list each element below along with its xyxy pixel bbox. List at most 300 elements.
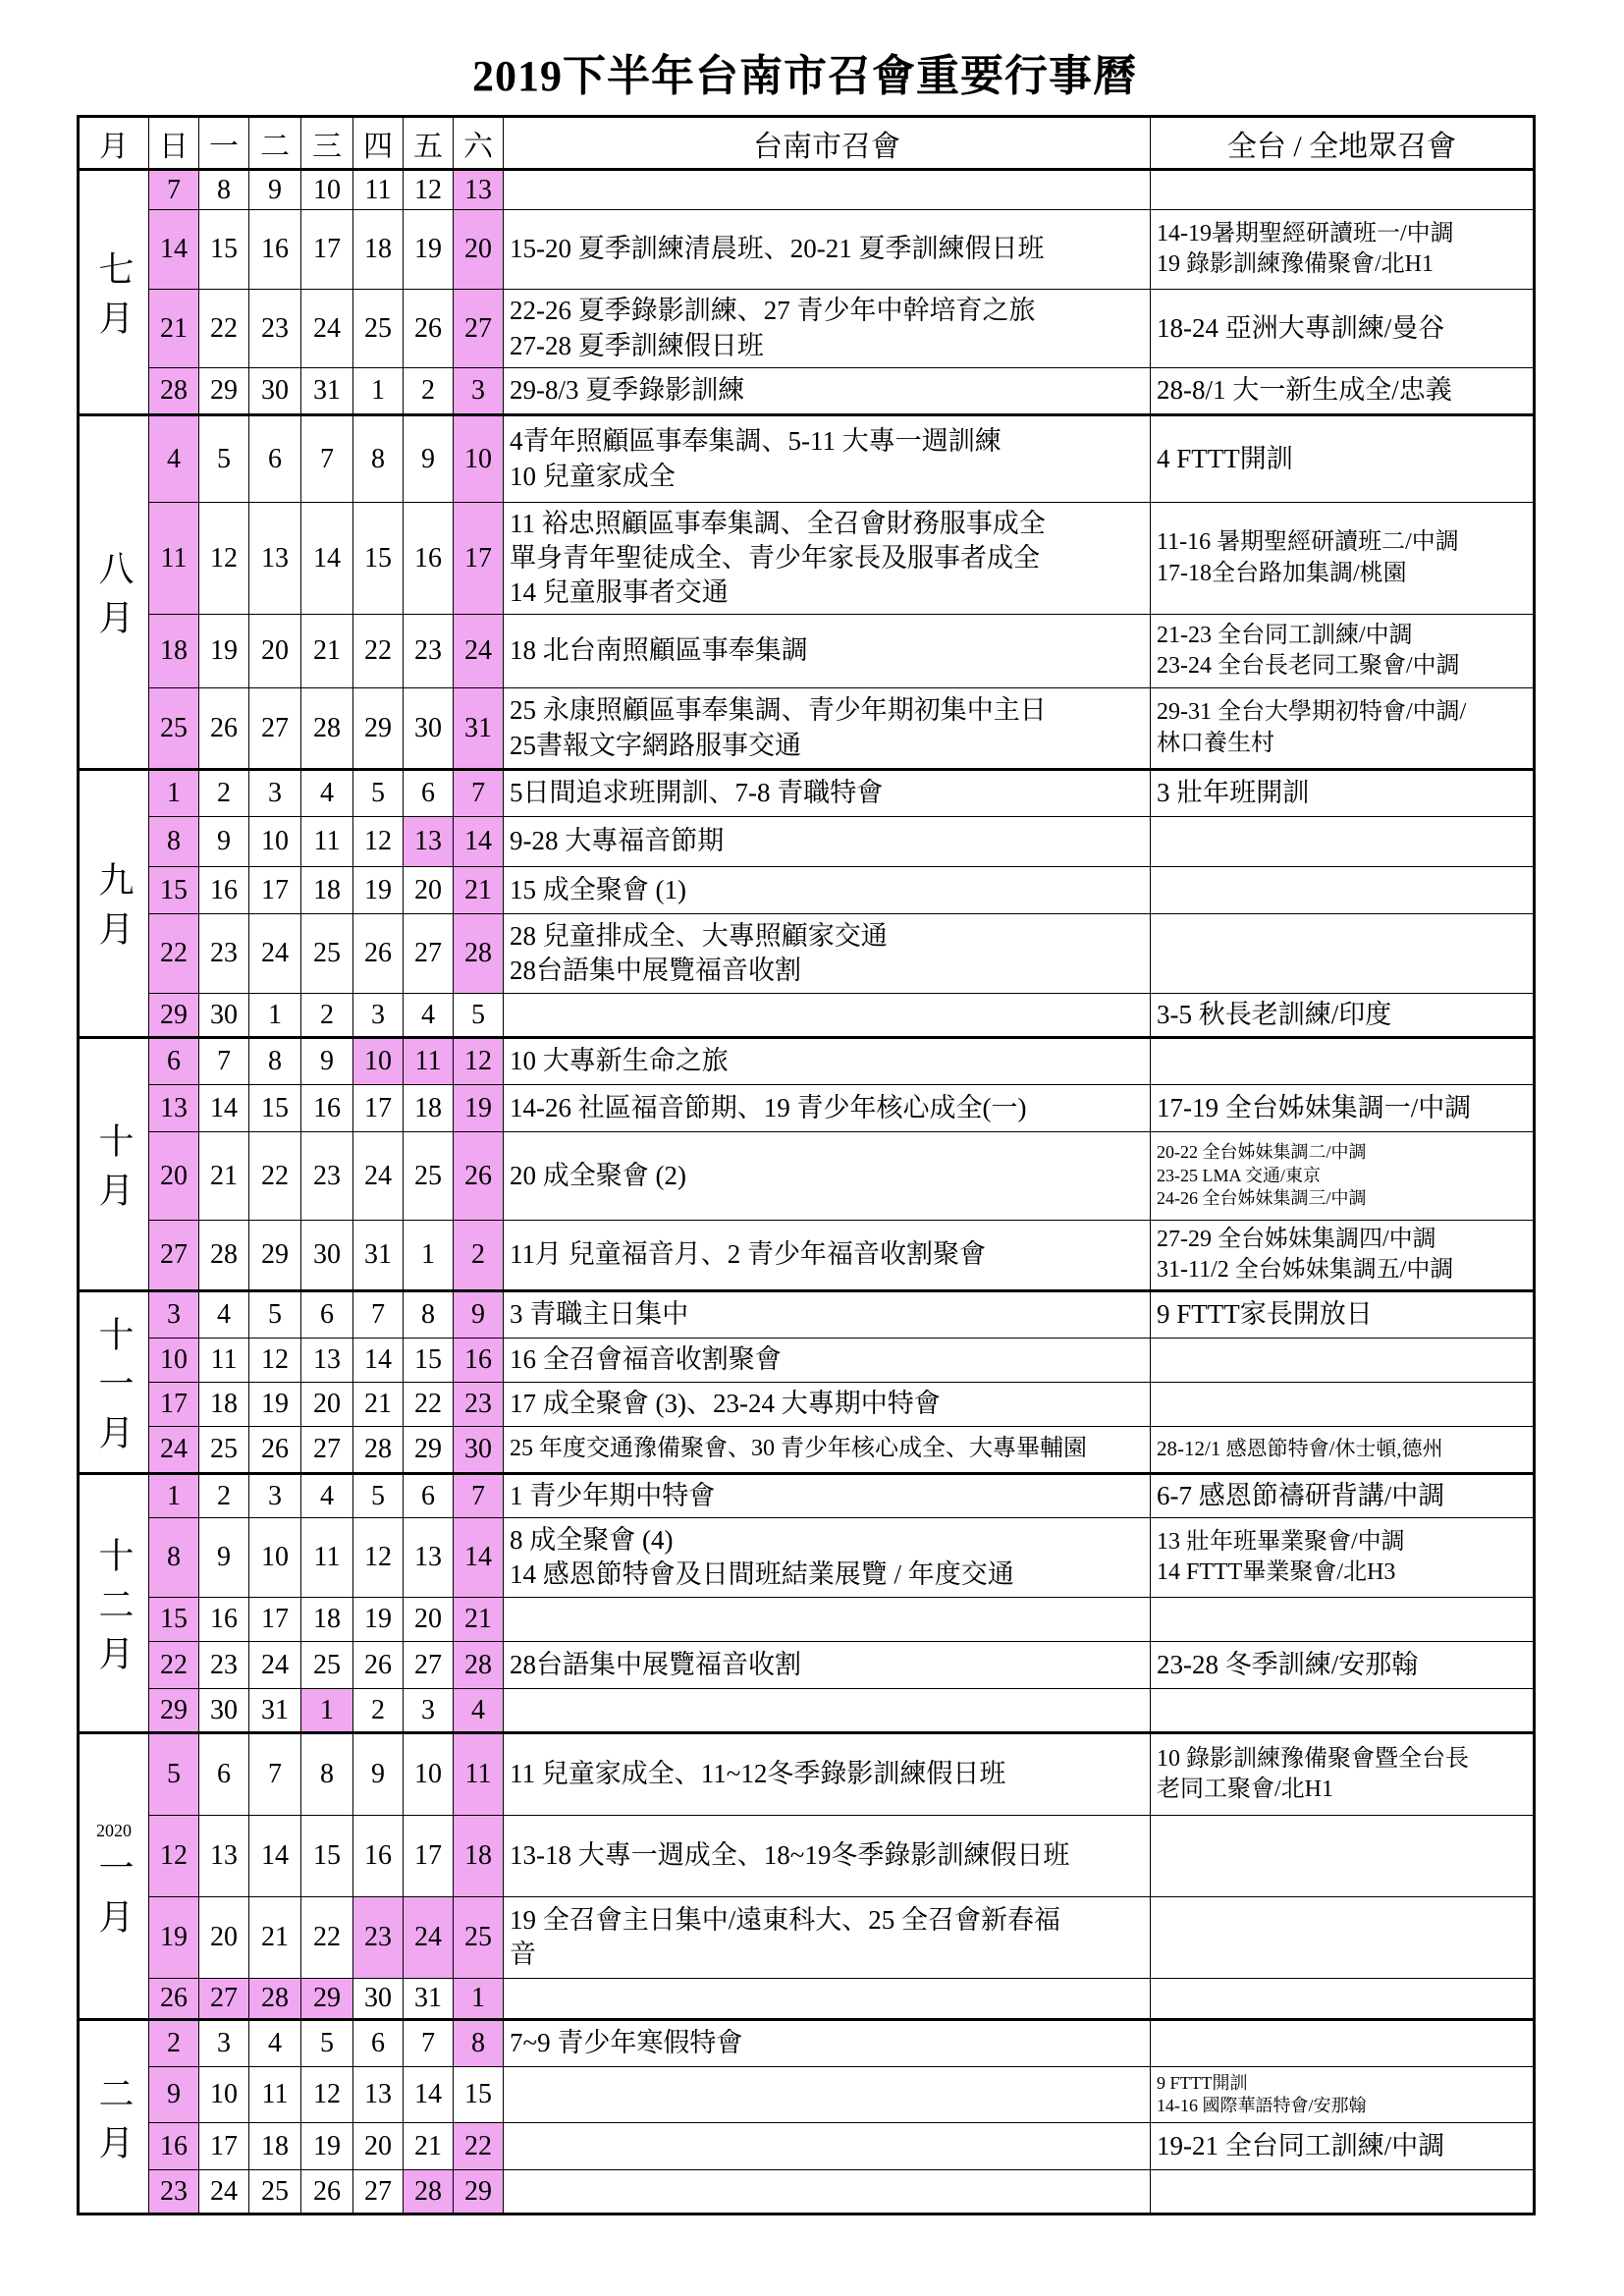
- taiwan-events-cell: [1151, 770, 1535, 817]
- taiwan-events-cell: [1151, 867, 1535, 914]
- taiwan-events-cell: [1151, 2020, 1535, 2067]
- tainan-events-cell: [504, 688, 1151, 770]
- tainan-events-cell: [504, 2067, 1151, 2123]
- taiwan-events-cell: [1151, 1518, 1535, 1598]
- taiwan-events-cell: [1151, 1897, 1535, 1979]
- event-line: 10 兒童家成全: [510, 461, 676, 491]
- holiday-date-cell-sun: 21: [149, 290, 199, 368]
- page-title: 2019下半年台南市召會重要行事曆: [472, 52, 1137, 100]
- tainan-events-cell: [504, 1132, 1151, 1221]
- holiday-date-cell-sun: 12: [149, 1816, 199, 1897]
- date-cell-fri: 26: [404, 290, 454, 368]
- holiday-date-cell-wed: 1: [301, 1689, 353, 1733]
- date-cell-fri: 30: [404, 688, 454, 770]
- taiwan-events-cell: [1151, 368, 1535, 415]
- date-cell-wed: 11: [301, 1518, 353, 1598]
- tainan-events-cell: [504, 1339, 1151, 1383]
- date-cell-wed: 2: [301, 994, 353, 1038]
- date-cell-thu: 14: [353, 1339, 404, 1383]
- date-cell-mon: 16: [199, 1598, 249, 1642]
- event-line: 音: [510, 1940, 536, 1969]
- event-line: 3 青職主日集中: [510, 1299, 689, 1330]
- holiday-date-cell-sat: 14: [454, 817, 504, 867]
- event-line: 17 成全聚會 (3)、23-24 大專期中特會: [510, 1389, 941, 1419]
- date-cell-tue: 14: [249, 1816, 301, 1897]
- date-cell-wed: 13: [301, 1339, 353, 1383]
- taiwan-events-cell: [1151, 2067, 1535, 2123]
- tainan-events-cell: [504, 1816, 1151, 1897]
- taiwan-events-cell: [1151, 503, 1535, 615]
- holiday-date-cell-sat: 9: [454, 1291, 504, 1339]
- date-cell-tue: 29: [249, 1221, 301, 1291]
- week-row: [79, 1085, 1535, 1132]
- week-row: [79, 1518, 1535, 1598]
- taiwan-events-cell: [1151, 615, 1535, 688]
- week-row: [79, 1221, 1535, 1291]
- taiwan-events-cell: [1151, 688, 1535, 770]
- month-block: [80, 1536, 148, 1684]
- holiday-date-cell-sat: 21: [454, 867, 504, 914]
- event-line: 17-18全台路加集調/桃園: [1157, 560, 1407, 586]
- month-block: [80, 861, 148, 959]
- week-row: [79, 1132, 1535, 1221]
- month-cell: [79, 170, 149, 415]
- tainan-events-cell: [504, 2170, 1151, 2214]
- date-cell-thu: 15: [353, 503, 404, 615]
- date-cell-mon: 19: [199, 615, 249, 688]
- week-row: [79, 1339, 1535, 1383]
- date-cell-mon: 20: [199, 1897, 249, 1979]
- taiwan-events-cell: [1151, 2170, 1535, 2214]
- taiwan-events-cell: [1151, 1132, 1535, 1221]
- event-line: 15 成全聚會 (1): [510, 874, 686, 904]
- week-row: [79, 2067, 1535, 2123]
- taiwan-events-cell: [1151, 1642, 1535, 1689]
- month-cell: [79, 2020, 149, 2214]
- holiday-date-cell-sat: 29: [454, 2170, 504, 2214]
- date-cell-thu: 29: [353, 688, 404, 770]
- holiday-date-cell-sun: 11: [149, 503, 199, 615]
- date-cell-tue: 30: [249, 368, 301, 415]
- holiday-date-cell-fri: 13: [404, 817, 454, 867]
- event-line: 23-28 冬季訓練/安那翰: [1157, 1649, 1419, 1679]
- date-cell-thu: 6: [353, 2020, 404, 2067]
- holiday-date-cell-sun: 28: [149, 368, 199, 415]
- tainan-events-cell: [504, 2020, 1151, 2067]
- taiwan-events-cell: [1151, 1689, 1535, 1733]
- event-line: 29-8/3 夏季錄影訓練: [510, 375, 745, 406]
- holiday-date-cell-sun: 8: [149, 1518, 199, 1598]
- tainan-events-cell: [504, 2123, 1151, 2170]
- date-cell-thu: 8: [353, 415, 404, 503]
- date-cell-mon: 2: [199, 1474, 249, 1518]
- date-cell-sat: 15: [454, 2067, 504, 2123]
- date-cell-thu: 22: [353, 615, 404, 688]
- header-taiwan: 全台 / 全地眾召會: [1151, 117, 1535, 170]
- date-cell-wed: 30: [301, 1221, 353, 1291]
- date-cell-fri: 23: [404, 615, 454, 688]
- date-cell-thu: 7: [353, 1291, 404, 1339]
- tainan-events-cell: [504, 1038, 1151, 1085]
- holiday-date-cell-sun: 10: [149, 1339, 199, 1383]
- date-cell-fri: 22: [404, 1383, 454, 1427]
- week-row: [79, 994, 1535, 1038]
- date-cell-tue: 1: [249, 994, 301, 1038]
- date-cell-mon: 26: [199, 688, 249, 770]
- holiday-date-cell-sun: 29: [149, 1689, 199, 1733]
- holiday-date-cell-sat: 8: [454, 2020, 504, 2067]
- event-line: 10 大專新生命之旅: [510, 1046, 729, 1076]
- holiday-date-cell-sat: 31: [454, 688, 504, 770]
- header-day-thu: 四: [353, 117, 404, 170]
- holiday-date-cell-sun: 25: [149, 688, 199, 770]
- date-cell-wed: 28: [301, 688, 353, 770]
- tainan-events-cell: [504, 290, 1151, 368]
- date-cell-mon: 16: [199, 867, 249, 914]
- taiwan-events-cell: [1151, 817, 1535, 867]
- event-line: 28-12/1 感恩節特會/休士頓,德州: [1157, 1437, 1443, 1461]
- date-cell-fri: 21: [404, 2123, 454, 2170]
- header-day-tue: 二: [249, 117, 301, 170]
- holiday-date-cell-sat: 13: [454, 170, 504, 210]
- month-block: [80, 1315, 148, 1463]
- date-cell-fri: 20: [404, 867, 454, 914]
- event-line: 25書報文字網路服事交通: [510, 730, 801, 760]
- holiday-date-cell-sat: 1: [454, 1979, 504, 2020]
- event-line: 27-29 全台姊妹集調四/中調: [1157, 1226, 1436, 1252]
- event-line: 23-25 LMA 交通/東京: [1157, 1165, 1322, 1185]
- holiday-date-cell-sun: 16: [149, 2123, 199, 2170]
- date-cell-mon: 8: [199, 170, 249, 210]
- taiwan-events-cell: [1151, 290, 1535, 368]
- week-row: [79, 1598, 1535, 1642]
- date-cell-wed: 7: [301, 415, 353, 503]
- date-cell-tue: 15: [249, 1085, 301, 1132]
- taiwan-events-cell: [1151, 1038, 1535, 1085]
- date-cell-tue: 25: [249, 2170, 301, 2214]
- week-row: [79, 1383, 1535, 1427]
- holiday-date-cell-sun: 1: [149, 1474, 199, 1518]
- date-cell-tue: 27: [249, 688, 301, 770]
- calendar-body: [79, 170, 1535, 2214]
- holiday-date-cell-sun: 17: [149, 1383, 199, 1427]
- date-cell-tue: 24: [249, 1642, 301, 1689]
- holiday-date-cell-fri: 28: [404, 2170, 454, 2214]
- date-cell-thu: 28: [353, 1427, 404, 1474]
- date-cell-wed: 18: [301, 867, 353, 914]
- date-cell-wed: 24: [301, 290, 353, 368]
- date-cell-mon: 9: [199, 817, 249, 867]
- tainan-events-cell: [504, 1474, 1151, 1518]
- holiday-date-cell-sat: 27: [454, 290, 504, 368]
- holiday-date-cell-sun: 19: [149, 1897, 199, 1979]
- date-cell-tue: 4: [249, 2020, 301, 2067]
- date-cell-wed: 4: [301, 1474, 353, 1518]
- date-cell-tue: 31: [249, 1689, 301, 1733]
- date-cell-tue: 21: [249, 1897, 301, 1979]
- tainan-events-cell: [504, 914, 1151, 994]
- holiday-date-cell-sat: 22: [454, 2123, 504, 2170]
- tainan-events-cell: [504, 1897, 1151, 1979]
- week-row: [79, 2123, 1535, 2170]
- date-cell-mon: 23: [199, 1642, 249, 1689]
- event-line: 3-5 秋長老訓練/印度: [1157, 999, 1392, 1029]
- week-row: [79, 867, 1535, 914]
- month-block: [80, 1820, 148, 1947]
- week-row: [79, 1642, 1535, 1689]
- event-line: 28台語集中展覽福音收割: [510, 1649, 801, 1679]
- date-cell-thu: 3: [353, 994, 404, 1038]
- date-cell-thu: 30: [353, 1979, 404, 2020]
- date-cell-mon: 12: [199, 503, 249, 615]
- date-cell-mon: 21: [199, 1132, 249, 1221]
- holiday-date-cell-sun: 6: [149, 1038, 199, 1085]
- week-row: [79, 415, 1535, 503]
- date-cell-thu: 12: [353, 1518, 404, 1598]
- holiday-date-cell-sun: 22: [149, 914, 199, 994]
- date-cell-thu: 20: [353, 2123, 404, 2170]
- taiwan-events-cell: [1151, 1339, 1535, 1383]
- date-cell-wed: 10: [301, 170, 353, 210]
- tainan-events-cell: [504, 1383, 1151, 1427]
- week-row: [79, 2170, 1535, 2214]
- date-cell-mon: 29: [199, 368, 249, 415]
- date-cell-fri: 18: [404, 1085, 454, 1132]
- week-row: [79, 1689, 1535, 1733]
- event-line: 1 青少年期中特會: [510, 1480, 716, 1510]
- event-line: 4青年照顧區事奉集調、5-11 大專一週訓練: [510, 426, 1001, 457]
- week-row: [79, 1897, 1535, 1979]
- date-cell-thu: 25: [353, 290, 404, 368]
- taiwan-events-cell: [1151, 1598, 1535, 1642]
- date-cell-mon: 15: [199, 210, 249, 290]
- calendar-table: [77, 115, 1536, 2215]
- event-line: 28 兒童排成全、大專照顧家交通: [510, 920, 888, 951]
- holiday-date-cell-sun: 20: [149, 1132, 199, 1221]
- taiwan-events-cell: [1151, 1979, 1535, 2020]
- date-cell-fri: 9: [404, 415, 454, 503]
- month-label: 十月: [94, 1121, 134, 1221]
- date-cell-thu: 13: [353, 2067, 404, 2123]
- date-cell-mon: 23: [199, 914, 249, 994]
- holiday-date-cell-thu: 10: [353, 1038, 404, 1085]
- holiday-date-cell-sat: 12: [454, 1038, 504, 1085]
- event-line: 13-18 大專一週成全、18~19冬季錄影訓練假日班: [510, 1840, 1070, 1871]
- date-cell-fri: 2: [404, 368, 454, 415]
- holiday-date-cell-sun: 23: [149, 2170, 199, 2214]
- date-cell-tue: 26: [249, 1427, 301, 1474]
- date-cell-wed: 21: [301, 615, 353, 688]
- holiday-date-cell-sun: 22: [149, 1642, 199, 1689]
- date-cell-wed: 14: [301, 503, 353, 615]
- event-line: 31-11/2 全台姊妹集調五/中調: [1157, 1257, 1454, 1283]
- header-month: 月: [79, 117, 149, 170]
- tainan-events-cell: [504, 1642, 1151, 1689]
- holiday-date-cell-sat: 19: [454, 1085, 504, 1132]
- week-row: [79, 1979, 1535, 2020]
- month-label: 九月: [94, 861, 134, 959]
- event-line: 9-28 大專福音節期: [510, 826, 725, 856]
- holiday-date-cell-sun: 4: [149, 415, 199, 503]
- event-line: 14 感恩節特會及日間班結業展覽 / 年度交通: [510, 1559, 1014, 1589]
- date-cell-fri: 17: [404, 1816, 454, 1897]
- date-cell-fri: 1: [404, 1221, 454, 1291]
- month-label: 八月: [94, 550, 134, 648]
- event-line: 老同工聚會/北H1: [1157, 1777, 1333, 1802]
- month-cell: [79, 1733, 149, 2020]
- holiday-date-cell-sun: 8: [149, 817, 199, 867]
- event-line: 25 永康照顧區事奉集調、青少年期初集中主日: [510, 695, 1047, 726]
- holiday-date-cell-sat: 23: [454, 1383, 504, 1427]
- holiday-date-cell-sat: 28: [454, 1642, 504, 1689]
- event-line: 4 FTTT開訓: [1157, 443, 1293, 473]
- date-cell-mon: 18: [199, 1383, 249, 1427]
- date-cell-fri: 16: [404, 503, 454, 615]
- date-cell-thu: 26: [353, 1642, 404, 1689]
- holiday-date-cell-sat: 17: [454, 503, 504, 615]
- date-cell-tue: 11: [249, 2067, 301, 2123]
- date-cell-fri: 31: [404, 1979, 454, 2020]
- holiday-date-cell-sat: 20: [454, 210, 504, 290]
- holiday-date-cell-sun: 24: [149, 1427, 199, 1474]
- date-cell-mon: 7: [199, 1038, 249, 1085]
- holiday-date-cell-sun: 14: [149, 210, 199, 290]
- taiwan-events-cell: [1151, 2123, 1535, 2170]
- date-cell-thu: 5: [353, 770, 404, 817]
- holiday-date-cell-sun: 7: [149, 170, 199, 210]
- date-cell-thu: 11: [353, 170, 404, 210]
- week-row: [79, 210, 1535, 290]
- month-block: [80, 2074, 148, 2173]
- holiday-date-cell-sun: 1: [149, 770, 199, 817]
- taiwan-events-cell: [1151, 1291, 1535, 1339]
- taiwan-events-cell: [1151, 415, 1535, 503]
- holiday-date-cell-fri: 11: [404, 1038, 454, 1085]
- date-cell-wed: 11: [301, 817, 353, 867]
- event-line: 9 FTTT開訓: [1157, 2072, 1248, 2093]
- event-line: 林口養生村: [1157, 730, 1274, 756]
- week-row: [79, 1733, 1535, 1816]
- month-cell: [79, 415, 149, 770]
- date-cell-tue: 23: [249, 290, 301, 368]
- holiday-date-cell-sat: 7: [454, 1474, 504, 1518]
- date-cell-tue: 6: [249, 415, 301, 503]
- date-cell-fri: 19: [404, 210, 454, 290]
- date-cell-tue: 22: [249, 1132, 301, 1221]
- date-cell-fri: 20: [404, 1598, 454, 1642]
- holiday-date-cell-wed: 29: [301, 1979, 353, 2020]
- date-cell-wed: 27: [301, 1427, 353, 1474]
- tainan-events-cell: [504, 1518, 1151, 1598]
- tainan-events-cell: [504, 1427, 1151, 1474]
- date-cell-tue: 9: [249, 170, 301, 210]
- date-cell-mon: 10: [199, 2067, 249, 2123]
- holiday-date-cell-sun: 9: [149, 2067, 199, 2123]
- event-line: 20-22 全台姊妹集調二/中調: [1157, 1142, 1367, 1163]
- taiwan-events-cell: [1151, 170, 1535, 210]
- date-cell-tue: 5: [249, 1291, 301, 1339]
- holiday-date-cell-sat: 28: [454, 914, 504, 994]
- date-cell-thu: 24: [353, 1132, 404, 1221]
- event-line: 25 年度交通豫備聚會、30 青少年核心成全、大專畢輔園: [510, 1436, 1087, 1462]
- event-line: 13 壯年班畢業聚會/中調: [1157, 1528, 1405, 1555]
- week-row: [79, 1291, 1535, 1339]
- event-line: 28台語集中展覽福音收割: [510, 956, 801, 985]
- date-cell-thu: 16: [353, 1816, 404, 1897]
- event-line: 單身青年聖徒成全、青少年家長及服事者成全: [510, 542, 1040, 573]
- tainan-events-cell: [504, 503, 1151, 615]
- date-cell-mon: 24: [199, 2170, 249, 2214]
- taiwan-events-cell: [1151, 1085, 1535, 1132]
- date-cell-mon: 30: [199, 1689, 249, 1733]
- event-line: 21-23 全台同工訓練/中調: [1157, 622, 1413, 648]
- date-cell-fri: 13: [404, 1518, 454, 1598]
- header-tainan: 台南市召會: [504, 117, 1151, 170]
- week-row: [79, 615, 1535, 688]
- header-day-fri: 五: [404, 117, 454, 170]
- tainan-events-cell: [504, 994, 1151, 1038]
- taiwan-events-cell: [1151, 1474, 1535, 1518]
- date-cell-wed: 31: [301, 368, 353, 415]
- event-line: 10 錄影訓練豫備聚會暨全台長: [1157, 1745, 1469, 1772]
- month-block: [80, 1121, 148, 1221]
- holiday-date-cell-sat: 4: [454, 1689, 504, 1733]
- month-block: [80, 249, 148, 349]
- taiwan-events-cell: [1151, 1733, 1535, 1816]
- date-cell-mon: 5: [199, 415, 249, 503]
- week-row: [79, 688, 1535, 770]
- date-cell-wed: 8: [301, 1733, 353, 1816]
- event-line: 23-24 全台長老同工聚會/中調: [1157, 653, 1460, 679]
- month-label: 二月: [94, 2074, 134, 2173]
- date-cell-fri: 8: [404, 1291, 454, 1339]
- holiday-date-cell-sat: 3: [454, 368, 504, 415]
- date-cell-wed: 18: [301, 1598, 353, 1642]
- holiday-date-cell-sat: 18: [454, 1816, 504, 1897]
- date-cell-mon: 4: [199, 1291, 249, 1339]
- event-line: 20 成全聚會 (2): [510, 1160, 686, 1190]
- month-label: 十二月: [94, 1536, 134, 1684]
- date-cell-mon: 11: [199, 1339, 249, 1383]
- date-cell-thu: 21: [353, 1383, 404, 1427]
- date-cell-fri: 12: [404, 170, 454, 210]
- tainan-events-cell: [504, 1598, 1151, 1642]
- date-cell-tue: 16: [249, 210, 301, 290]
- event-line: 8 成全聚會 (4): [510, 1524, 674, 1555]
- week-row: [79, 290, 1535, 368]
- date-cell-thu: 27: [353, 2170, 404, 2214]
- month-block: [80, 550, 148, 648]
- date-cell-mon: 22: [199, 290, 249, 368]
- event-line: 9 FTTT家長開放日: [1157, 1299, 1373, 1330]
- date-cell-wed: 25: [301, 1642, 353, 1689]
- event-line: 18 北台南照顧區事奉集調: [510, 635, 808, 666]
- event-line: 27-28 夏季訓練假日班: [510, 330, 764, 360]
- holiday-date-cell-sun: 26: [149, 1979, 199, 2020]
- date-cell-wed: 19: [301, 2123, 353, 2170]
- event-line: 6-7 感恩節禱研背講/中調: [1157, 1480, 1445, 1510]
- holiday-date-cell-sun: 13: [149, 1085, 199, 1132]
- date-cell-thu: 18: [353, 210, 404, 290]
- date-cell-fri: 10: [404, 1733, 454, 1816]
- date-cell-wed: 4: [301, 770, 353, 817]
- week-row: [79, 503, 1535, 615]
- date-cell-fri: 7: [404, 2020, 454, 2067]
- event-line: 29-31 全台大學期初特會/中調/: [1157, 699, 1467, 726]
- week-row: [79, 368, 1535, 415]
- date-cell-tue: 10: [249, 817, 301, 867]
- holiday-date-cell-sat: 24: [454, 615, 504, 688]
